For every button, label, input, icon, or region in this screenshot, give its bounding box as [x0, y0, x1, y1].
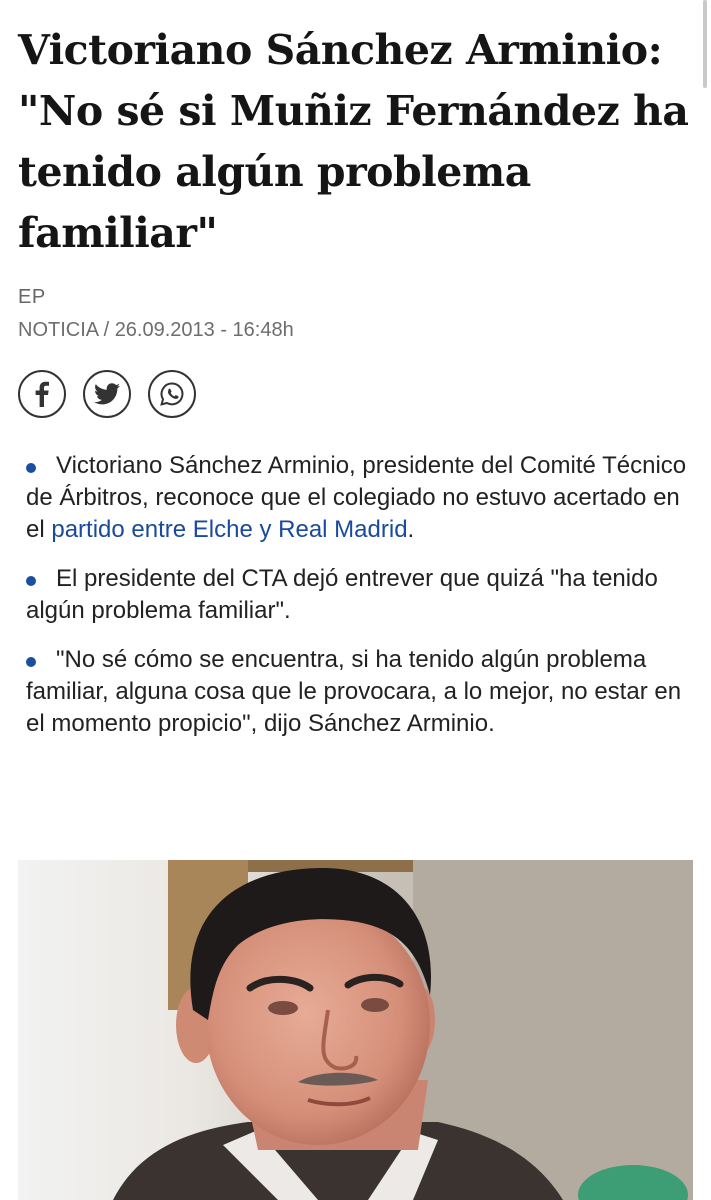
share-bar [18, 370, 693, 418]
match-link[interactable]: partido entre Elche y Real Madrid [51, 516, 408, 543]
facebook-icon [31, 381, 53, 407]
category-label: NOTICIA [18, 319, 99, 341]
date-separator: / [98, 319, 115, 341]
article-meta [18, 319, 693, 342]
summary-item: "No sé cómo se encuentra, si ha tenido algún problema familiar, alguna cosa que le provocara, a lo mejor, no estar en el momento propicio", dijo Sánchez Arminio. [18, 644, 693, 740]
whatsapp-icon [159, 381, 185, 407]
headline: Victoriano Sánchez Arminio: "No sé si Muñiz Fernández ha tenido algún problema familiar" [18, 26, 689, 257]
publish-date: 26.09.2013 - 16:48h [114, 319, 294, 341]
share-whatsapp-button[interactable] [148, 370, 196, 418]
portrait-image [18, 860, 693, 1200]
scrollbar[interactable] [703, 0, 707, 88]
article-photo [18, 860, 693, 1200]
summary-list [18, 450, 693, 740]
author: EP [18, 286, 46, 308]
summary-item: El presidente del CTA dejó entrever que quizá "ha tenido algún problema familiar". [18, 563, 693, 627]
twitter-icon [94, 383, 120, 405]
summary-item: Victoriano Sánchez Arminio, presidente del Comité Técnico de Árbitros, reconoce que el colegiado no estuvo acertado en el partido entre Elche y Real Madrid. [18, 450, 693, 546]
share-twitter-button[interactable] [83, 370, 131, 418]
share-facebook-button[interactable] [18, 370, 66, 418]
